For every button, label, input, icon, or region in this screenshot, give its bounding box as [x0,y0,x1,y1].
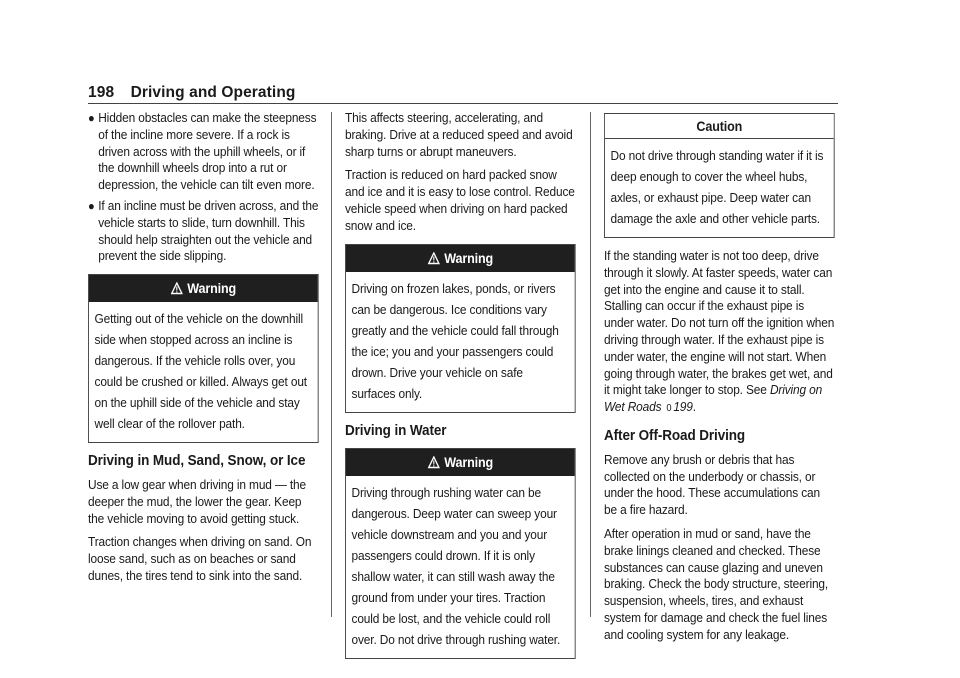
column-divider [590,112,591,617]
warning-triangle-icon [428,252,440,265]
paragraph [604,248,835,418]
section-heading: Driving in Mud, Sand, Snow, or Ice [88,453,306,470]
paragraph: Traction is reduced on hard packed snow and ice and it is easy to lose control. Reduce vehicle speed when driving on hard packed snow and ice. [345,167,575,233]
list-item [88,198,319,265]
column-3 [604,110,835,651]
header-rule [88,103,838,104]
cross-reference-page[interactable]: 199 [673,399,693,415]
caution-text: Do not drive through standing water if it is deep enough to cover the wheel hubs, axles, or exhaust pipe. Deep water can damage the axle and other vehicle parts. [610,148,824,226]
bullet-icon: ● [88,198,95,213]
paragraph: Use a low gear when driving in mud — the deeper the mud, the lower the gear. Keep the vehicle moving to avoid getting stuck. [88,476,307,526]
caution-header: Caution [605,114,834,139]
warning-header [346,449,575,476]
section-heading: Driving in Water [345,422,447,439]
warning-title: Warning [187,281,237,297]
warning-triangle-icon [428,456,440,469]
cross-reference-link[interactable]: Driving on Wet Roads [604,382,823,415]
warning-box [345,448,576,659]
bullet-icon: ● [88,111,95,125]
warning-box [88,274,319,443]
section-heading: After Off-Road Driving [604,427,746,444]
section-title: Driving and Operating [130,84,296,101]
paragraph: After operation in mud or sand, have the brake linings cleaned and checked. These substances can cause glazing and uneven braking. Check the body structure, steering, suspension, wheels, tires, and exhaust system for damage and check the fuel lines and cooling system for any leakage. [604,525,829,642]
column-1 [88,110,319,592]
warning-text: Getting out of the vehicle on the downhill side when stopped across an incline is dangerous. If the vehicle rolls over, you could be crushed or killed. Always get out on the uphill side of the vehicle and stay well clear of the rollover path. [94,311,307,432]
bullet-text: If an incline must be driven across, and the vehicle starts to slide, turn downhill. This should help straighten out the vehicle and prevent the side slipping. [98,197,319,264]
warning-header [89,275,318,302]
caution-box [604,113,835,238]
column-divider [331,112,332,617]
sentence-end: . [692,399,696,415]
warning-title: Warning [444,250,494,266]
paragraph: Traction changes when driving on sand. On loose sand, such as on beaches or sand dunes, the tires tend to sink into the sand. [88,534,312,583]
column-2 [345,110,576,669]
warning-triangle-icon [171,282,183,295]
warning-text: Driving on frozen lakes, ponds, or rivers can be dangerous. Ice conditions vary greatly and the vehicle could fall through the ice; you and your passengers could drown. Drive your vehicle on safe surfaces only. [351,280,559,401]
bullet-text: Hidden obstacles can make the steepness of the incline more severe. If a rock is driven across with the uphill wheels, or if the downhill wheels drop into a rut or depression, the vehicle can tilt even more. [98,110,317,193]
paragraph: This affects steering, accelerating, and braking. Drive at a reduced speed and avoid sharp turns or abrupt maneuvers. [345,110,573,159]
list-item [88,110,319,194]
page-arrow-icon: 0 [666,403,672,415]
paragraph: Remove any brush or debris that has collected on the underbody or chassis, or under the hood. These accumulations can be a fire hazard. [604,451,820,518]
warning-title: Warning [444,455,494,471]
warning-box [345,244,576,413]
page-header [88,84,295,102]
warning-header [346,245,575,272]
paragraph-text: If the standing water is not too deep, drive through it slowly. At faster speeds, water can get into the engine and cause it to stall. Stalling can occur if the exhaust pipe is under water. Do not turn off the ignition when driving through water. If the exhaust pipe is under water, the engine will not start. When going through water, the brakes get wet, and it might take longer to stop. See [604,248,835,398]
warning-text: Driving through rushing water can be dangerous. Deep water can sweep your vehicle downstream and you and your passengers could drown. If it is only shallow water, it can still wash away the ground from under your tires. Traction could be lost, and the vehicle could roll over. Do not drive through rushing water. [351,485,561,648]
page-number: 198 [88,84,115,101]
